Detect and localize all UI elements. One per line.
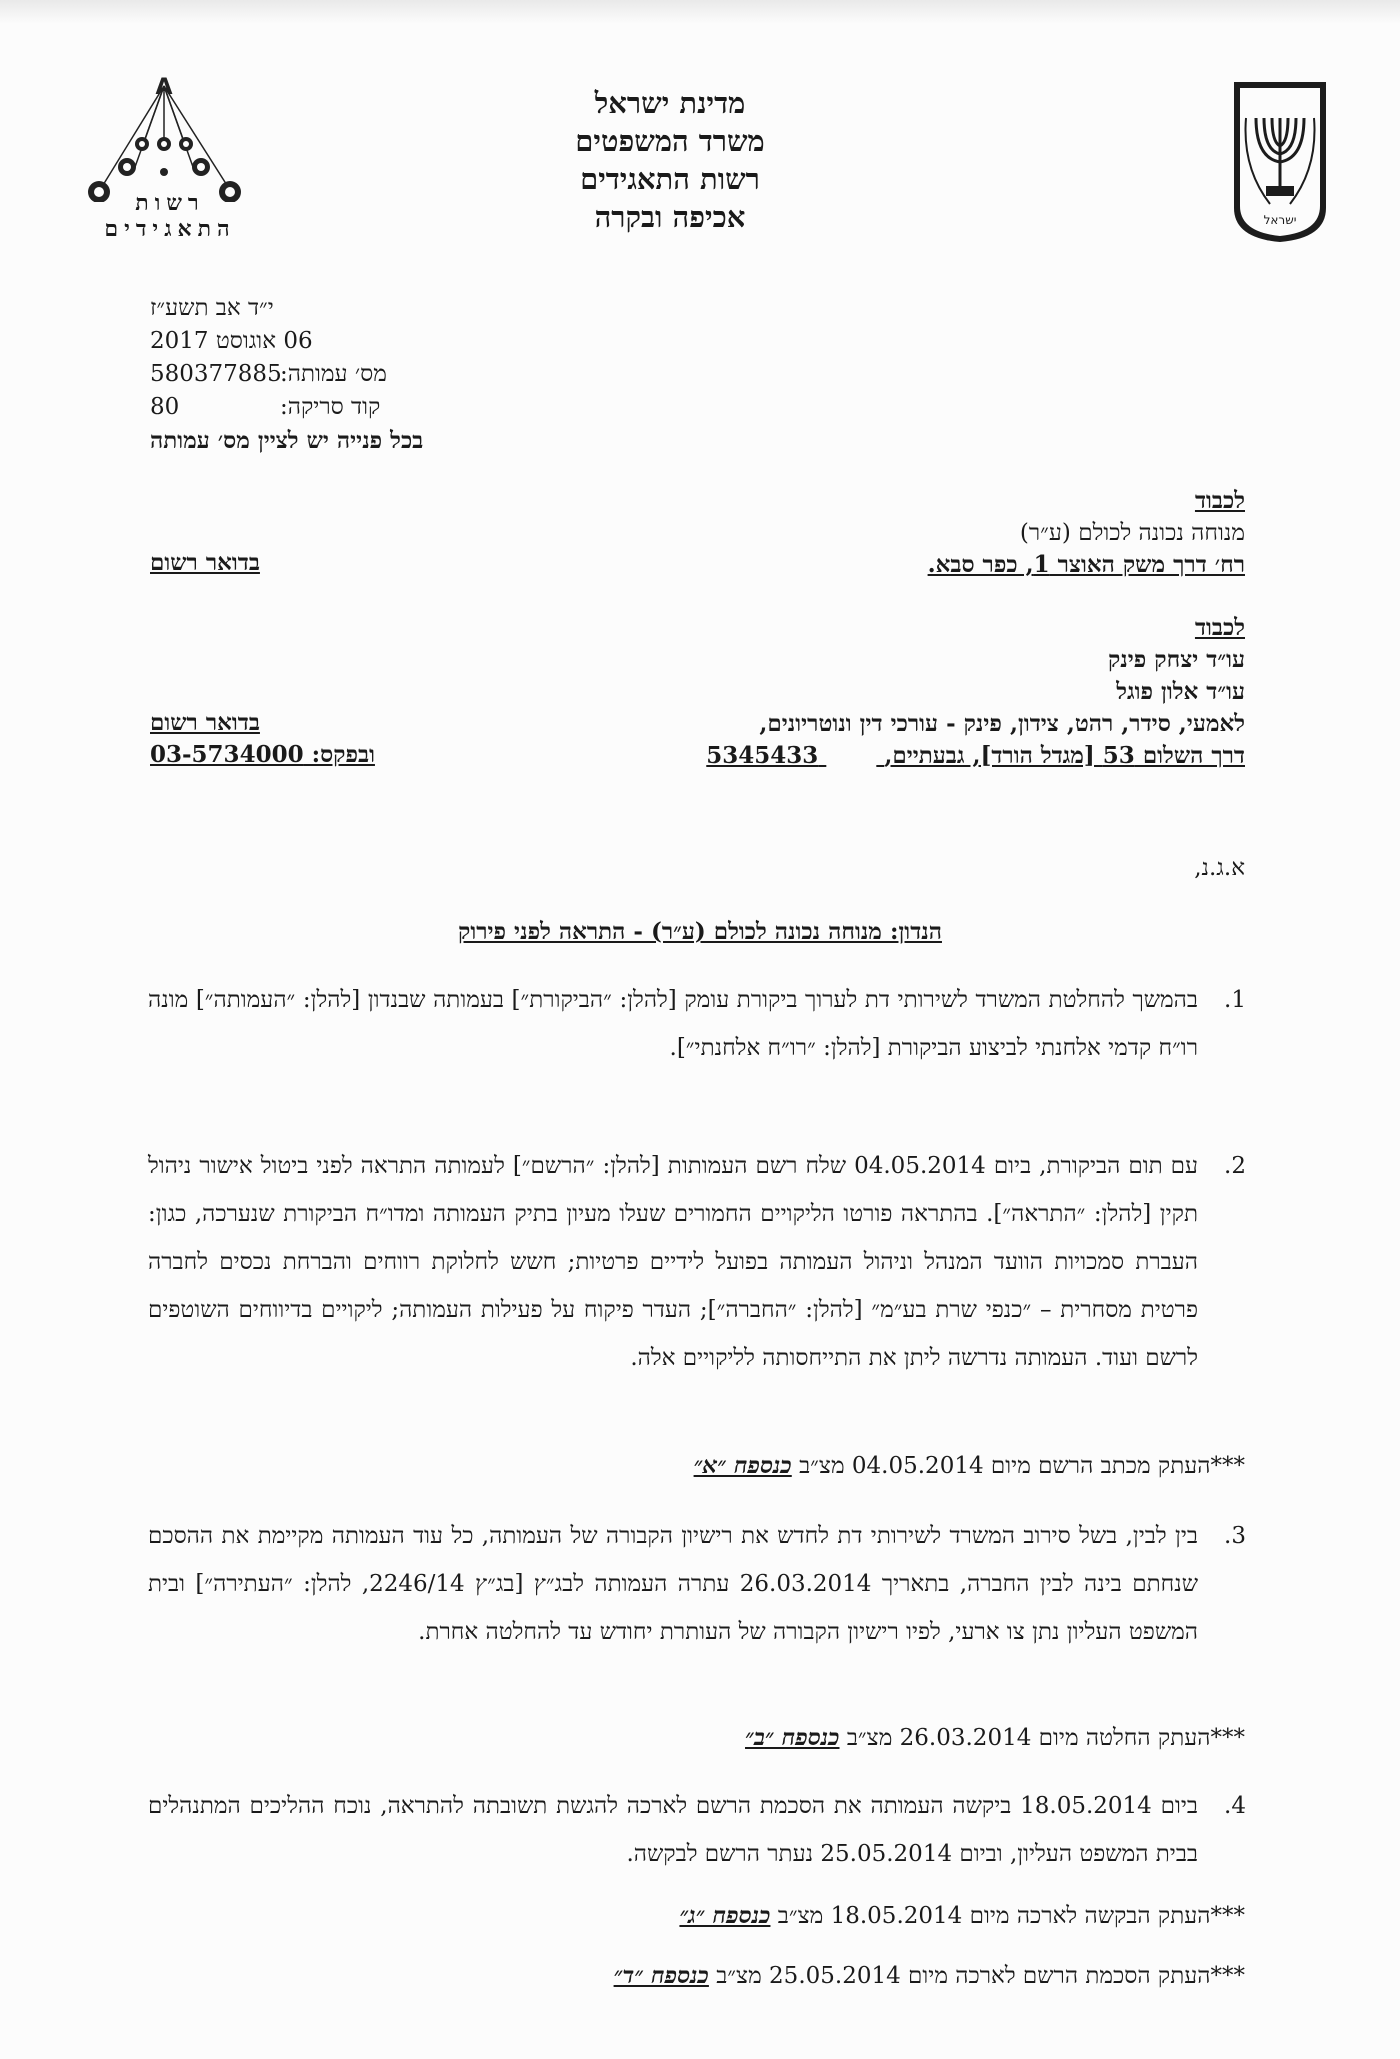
- corporations-authority-logo: [80, 72, 270, 252]
- recipient-1-to: לכבוד: [1194, 487, 1245, 514]
- ministry-header: [500, 84, 840, 236]
- attachment-d-link[interactable]: כנספח ״ד״: [613, 1962, 709, 1989]
- document-meta: [150, 292, 710, 457]
- recipient-2-name-1: עו״ד יצחק פינק: [1107, 646, 1245, 673]
- header-line-3: רשות התאגידים: [580, 162, 760, 196]
- attachment-c-text: ***העתק הבקשה לארכה מיום 18.05.2014 מצ״ב: [777, 1903, 1245, 1929]
- emblem-text: ישראל: [1263, 213, 1297, 227]
- recipient-2-delivery: בדואר רשום: [150, 709, 260, 736]
- paragraph-1-text: בהמשך להחלטת המשרד לשירותי דת לערוך ביקורת עומק [להלן: ״הביקורת״] בעמותה שבנדון [להלן: ״העמותה״] מונה רו״ח קדמי אלחנתי לביצוע הביקורת [להלן: ״רו״ח אלחנתי״].: [148, 987, 1198, 1061]
- attachment-a: [195, 1450, 1245, 1482]
- header-line-4: אכיפה ובקרה: [594, 200, 746, 234]
- header-line-1: מדינת ישראל: [594, 86, 746, 120]
- attachment-d-text: ***העתק הסכמת הרשם לארכה מיום 25.05.2014 מצ״ב: [716, 1963, 1245, 1989]
- gregorian-date: 06 אוגוסט 2017: [150, 328, 313, 354]
- attachment-a-link[interactable]: כנספח ״א״: [693, 1452, 792, 1479]
- paragraph-2: [148, 1142, 1246, 1382]
- attachment-a-text: ***העתק מכתב הרשם מיום 04.05.2014 מצ״ב: [799, 1453, 1245, 1479]
- recipient-2-name-2: עו״ד אלון פוגל: [1116, 678, 1245, 705]
- recipient-2-to: לכבוד: [1194, 614, 1245, 641]
- reference-note: בכל פנייה יש לציין מס׳ עמותה: [150, 427, 424, 454]
- recipient-1-address: רח׳ דרך משק האוצר 1, כפר סבא.: [927, 551, 1245, 578]
- association-number-label: מס׳ עמותה:: [280, 361, 387, 387]
- paragraph-3-number: 3.: [1224, 1523, 1246, 1549]
- attachment-c: [195, 1900, 1245, 1932]
- paragraph-4-number: 4.: [1224, 1793, 1246, 1819]
- scan-code-label: קוד סריקה:: [280, 394, 381, 420]
- attachment-b-text: ***העתק החלטה מיום 26.03.2014 מצ״ב: [846, 1725, 1245, 1751]
- header-line-2: משרד המשפטים: [575, 124, 765, 158]
- paragraph-4-text: ביום 18.05.2014 ביקשה העמותה את הסכמת הרשם לארכה להגשת תשובתה להתראה, נוכח ההליכים המתנהלים בבית המשפט העליון, וביום 25.05.2014 נעתר הרשם לבקשה.: [148, 1793, 1198, 1867]
- paragraph-2-number: 2.: [1224, 1153, 1246, 1179]
- attachment-d: [195, 1960, 1245, 1992]
- recipient-2: [545, 612, 1245, 772]
- association-number: 580377885: [150, 361, 282, 387]
- paragraph-3-text: בין לבין, בשל סירוב המשרד לשירותי דת לחדש את רישיון הקבורה של העמותה, כל עוד העמותה מקיימת את ההסכם שנחתם בינה לבין החברה, בתאריך 26.03.2014 עתרה העמותה לבג״ץ [בג״ץ 2246/14, להלן: ״העתירה״] ובית המשפט העליון נתן צו ארעי, לפיו רישיון הקבורה של העותרת יחודש עד להחלטה אחרת.: [148, 1523, 1198, 1645]
- attachment-b: [195, 1722, 1245, 1754]
- paragraph-2-text: עם תום הביקורת, ביום 04.05.2014 שלח רשם העמותות [להלן: ״הרשם״] לעמותה התראה לפני ביטול אישור ניהול תקין [להלן: ״התראה״]. בהתראה פורטו הליקויים החמורים שעלו מעיון בתיק העמותה ומדו״ח הביקורת שנערכה, כגון: העברת סמכויות הוועד המנהל וניהול העמותה בפועל לידיים פרטיות; חשש לחלוקת רווחים והברחת נכסים לחברה פרטית מסחרית – ״כנפי שרת בע״מ״ [להלן: ״החברה״]; העדר פיקוח על פעילות העמותה; ליקויים בדיווחים השוטפים לרשם ועוד. העמותה נדרשה ליתן את התייחסותה לליקויים אלה.: [148, 1153, 1198, 1371]
- recipient-1-name: מנוחה נכונה לכולם (ע״ר): [1019, 520, 1245, 546]
- paragraph-4: [148, 1782, 1246, 1878]
- hebrew-date: י״ד אב תשע״ז: [150, 295, 274, 321]
- state-emblem: [1230, 78, 1330, 244]
- recipient-2-fax: ובפקס: 03-5734000: [150, 741, 375, 768]
- greeting: א.ג.נ,: [1194, 855, 1245, 881]
- scan-edge: [0, 0, 1400, 24]
- scan-code: 80: [150, 394, 180, 420]
- paragraph-1-number: 1.: [1224, 987, 1246, 1013]
- logo-text-2: התאגידים: [104, 216, 236, 242]
- recipient-1: [545, 485, 1245, 581]
- recipient-2-firm: לאמעי, סידר, רהט, צידון, פינק - עורכי דין ונוטריונים,: [759, 710, 1245, 737]
- emblem-icon: [1230, 78, 1330, 244]
- logo-icon: [80, 72, 270, 202]
- attachment-c-link[interactable]: כנספח ״ג״: [679, 1902, 771, 1929]
- logo-text-1: רשות: [135, 190, 205, 216]
- recipient-1-delivery: בדואר רשום: [150, 549, 260, 576]
- recipient-2-zip: 5345433: [706, 742, 819, 769]
- subject-line: הנדון: מנוחה נכונה לכולם (ע״ר) - התראה לפני פירוק: [458, 918, 942, 945]
- attachment-b-link[interactable]: כנספח ״ב״: [745, 1724, 840, 1751]
- recipient-2-address: דרך השלום 53 [מגדל הורד], גבעתיים,: [884, 742, 1245, 769]
- paragraph-3: [148, 1512, 1246, 1656]
- svg-text:A: A: [155, 75, 173, 100]
- paragraph-1: [148, 976, 1246, 1072]
